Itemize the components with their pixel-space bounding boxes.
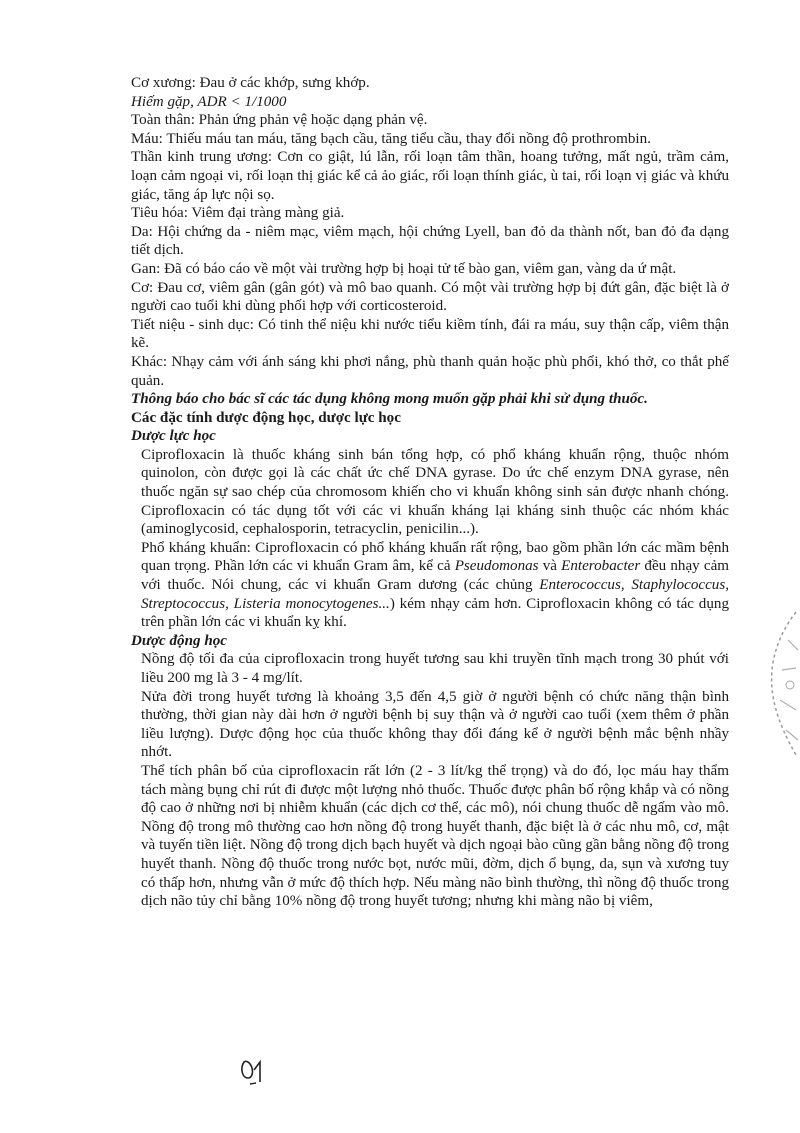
- spectrum-text-1: Phổ kháng khuẩn: Ciprofloxacin có phổ kháng khuẩn rất rộng, bao gồm phần lớn các mầm bệnh quan trọng. Phần lớn các vi khuẩn Gram âm, kể cả: [141, 539, 729, 575]
- notify-doctor-note: Thông báo cho bác sĩ các tác dụng không mong muốn gặp phải khi sử dụng thuốc.: [131, 391, 648, 408]
- paragraph-skin: Da: Hội chứng da - niêm mạc, viêm mạch, hội chứng Lyell, ban đỏ da thành nốt, ban đỏ đa dạng tiết dịch.: [131, 223, 729, 259]
- paragraph-spectrum: [131, 539, 729, 632]
- paragraph-musculoskeletal: Cơ xương: Đau ở các khớp, sưng khớp.: [131, 75, 370, 91]
- spectrum-text-3: đều nhạy cảm với thuốc. Nói chung, các vi khuẩn Gram dương (các chủng: [141, 558, 730, 594]
- rare-adr-heading: Hiếm gặp, ADR < 1/1000: [131, 93, 287, 110]
- document-body: [131, 74, 729, 911]
- section-heading-pharmacology: Các đặc tính dược động học, dược lực học: [131, 409, 401, 426]
- paragraph-liver: Gan: Đã có báo cáo về một vài trường hợp bị hoại tử tế bào gan, viêm gan, vàng da ứ mật.: [131, 260, 677, 277]
- spectrum-text-2: và: [538, 558, 562, 575]
- paragraph-pharmacodynamics: Ciprofloxacin là thuốc kháng sinh bán tổng hợp, có phổ kháng khuẩn rộng, thuộc nhóm quinolon, còn được gọi là các chất ức chế DNA gyrase. Do ức chế enzym DNA gyrase, nên thuốc ngăn sự sao chép của chromosom khiến cho vi khuẩn không sinh sản được nhanh chóng. Ciprofloxacin có tác dụng tốt với các vi khuẩn kháng lại kháng sinh thuộc các nhóm khác (aminoglycosid, cephalosporin, tetracyclin, penicilin...).: [141, 446, 729, 538]
- species-enterobacter: Enterobacter: [561, 558, 641, 575]
- paragraph-systemic: Toàn thân: Phản ứng phản vệ hoặc dạng phản vệ.: [131, 112, 428, 129]
- paragraph-blood: Máu: Thiếu máu tan máu, tăng bạch cầu, tăng tiểu cầu, thay đổi nồng độ prothrombin.: [131, 130, 651, 147]
- subheading-pharmacokinetics: Dược động học: [131, 632, 227, 649]
- handwritten-page-mark: [238, 1050, 278, 1090]
- stamp-mark-icon: [752, 610, 800, 760]
- paragraph-distribution: Thể tích phân bố của ciprofloxacin rất lớn (2 - 3 lít/kg thể trọng) và do đó, lọc máu hay thẩm tách màng bụng chỉ rút đi được một lượng nhỏ thuốc. Thuốc được phân bố rộng khắp và có nồng độ cao ở những nơi bị nhiễm khuẩn (các dịch cơ thể, các mô), nói chung thuốc dễ ngấm vào mô. Nồng độ trong mô thường cao hơn nồng độ trong huyết thanh, đặc biệt là ở các nhu mô, cơ, mật và tuyến tiền liệt. Nồng độ trong dịch bạch huyết và dịch ngoại bào cũng gần bằng nồng độ trong huyết thanh. Nồng độ thuốc trong nước bọt, nước mũi, đờm, dịch ổ bụng, da, sụn và xương tuy có thấp hơn, nhưng vẫn ở mức độ thích hợp. Nếu màng não bình thường, thì nồng độ thuốc trong dịch não tủy chỉ bằng 10% nồng độ trong huyết tương; nhưng khi màng não bị viêm,: [141, 762, 729, 910]
- paragraph-half-life: Nửa đời trong huyết tương là khoảng 3,5 đến 4,5 giờ ở người bệnh có chức năng thận bình thường, thời gian này dài hơn ở người bệnh bị suy thận và ở người cao tuổi (xem thêm ở phần liều lượng). Dược động học của thuốc không thay đổi đáng kể ở người bệnh mắc bệnh nhầy nhớt.: [141, 688, 729, 761]
- species-gram-positive: Enterococcus, Staphylococcus, Streptococcus, Listeria monocytogenes...: [141, 577, 729, 612]
- spectrum-text-4: ) kém nhạy cảm hơn. Ciprofloxacin không có tác dụng trên phần lớn các vi khuẩn kỵ khí.: [141, 595, 729, 631]
- paragraph-muscle: Cơ: Đau cơ, viêm gân (gân gót) và mô bao quanh. Có một vài trường hợp bị đứt gân, đặc biệt là ở người cao tuổi khi dùng phối hợp với corticosteroid.: [131, 279, 729, 315]
- paragraph-cns: Thần kinh trung ương: Cơn co giật, lú lẫn, rối loạn tâm thần, hoang tưởng, mất ngủ, trầm cảm, loạn cảm ngoại vi, rối loạn thị giác kể cả ảo giác, rối loạn thính giác, ù tai, rối loạn vị giác và khứu giác, tăng áp lực nội sọ.: [131, 149, 729, 203]
- subheading-pharmacodynamics: Dược lực học: [131, 428, 216, 445]
- paragraph-max-concentration: Nồng độ tối đa của ciprofloxacin trong huyết tương sau khi truyền tĩnh mạch trong 30 phút với liều 200 mg là 3 - 4 mg/lít.: [141, 651, 729, 686]
- paragraph-digestive: Tiêu hóa: Viêm đại tràng màng giả.: [131, 205, 345, 222]
- paragraph-other: Khác: Nhạy cảm với ánh sáng khi phơi nắng, phù thanh quản hoặc phù phổi, khó thở, co thắt phế quản.: [131, 353, 729, 389]
- species-pseudomonas: Pseudomonas: [454, 558, 539, 575]
- paragraph-urogenital: Tiết niệu - sinh dục: Có tinh thể niệu khi nước tiểu kiềm tính, đái ra máu, suy thận cấp, viêm thận kẽ.: [131, 316, 729, 352]
